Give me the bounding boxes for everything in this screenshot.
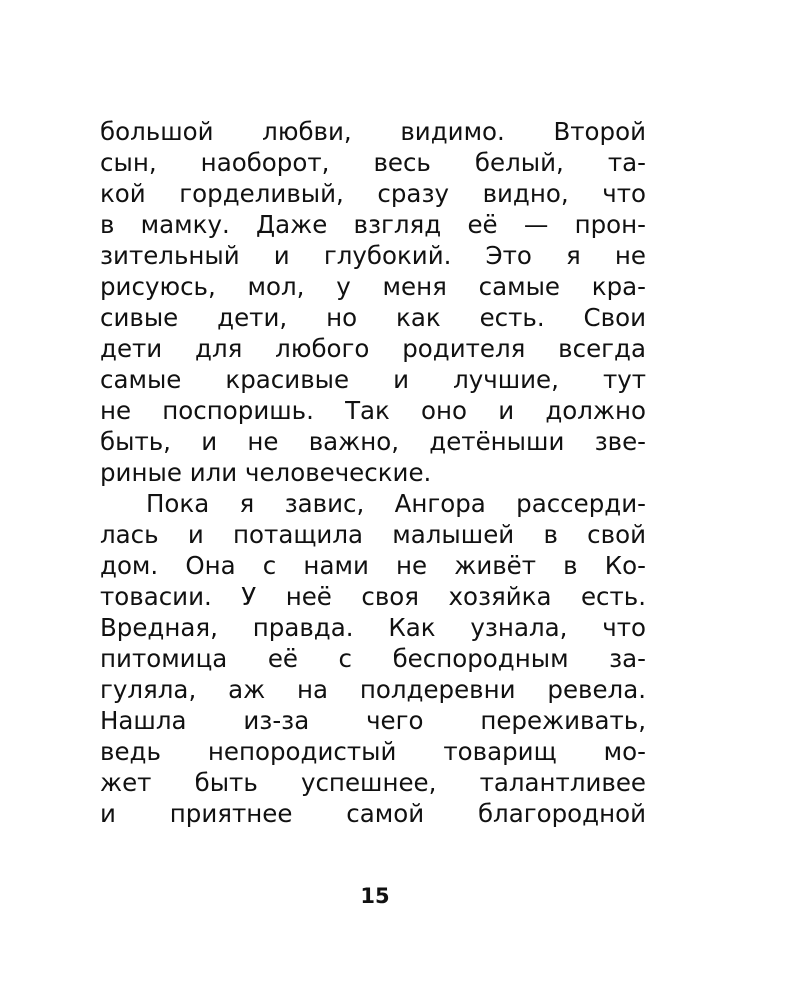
text-line: Вредная, правда. Как узнала, что [100, 613, 646, 642]
text-line: в мамку. Даже взгляд её — прон- [100, 210, 646, 239]
text-line: жет быть успешнее, талантливее [100, 768, 646, 797]
text-line: гуляла, аж на полдеревни ревела. [100, 675, 646, 704]
text-line: зительный и глубокий. Это я не [100, 241, 646, 270]
paragraph-end-line: риные или человеческие. [100, 458, 432, 487]
text-line: лась и потащила малышей в свой [100, 520, 646, 549]
text-line: сивые дети, но как есть. Свои [100, 303, 646, 332]
text-line: товасии. У неё своя хозяйка есть. [100, 582, 646, 611]
text-line: Нашла из-за чего переживать, [100, 706, 646, 735]
text-line: питомица её с беспородным за- [100, 644, 646, 673]
text-line: сын, наоборот, весь белый, та- [100, 148, 646, 177]
text-line: не поспоришь. Так оно и должно [100, 396, 646, 425]
text-line: и приятнее самой благородной [100, 799, 646, 828]
text-line: быть, и не важно, детёныши зве- [100, 427, 646, 456]
page-number: 15 [360, 884, 390, 908]
text-line: большой любви, видимо. Второй [100, 117, 646, 146]
text-line: ведь непородистый товарищ мо- [100, 737, 646, 766]
text-line: кой горделивый, сразу видно, что [100, 179, 646, 208]
text-line: рисуюсь, мол, у меня самые кра- [100, 272, 646, 301]
text-line: самые красивые и лучшие, тут [100, 365, 646, 394]
body-text [100, 116, 646, 829]
paragraph-start-line: Пока я завис, Ангора рассерди- [146, 489, 646, 518]
text-line: дети для любого родителя всегда [100, 334, 646, 363]
text-line: дом. Она с нами не живёт в Ко- [100, 551, 646, 580]
